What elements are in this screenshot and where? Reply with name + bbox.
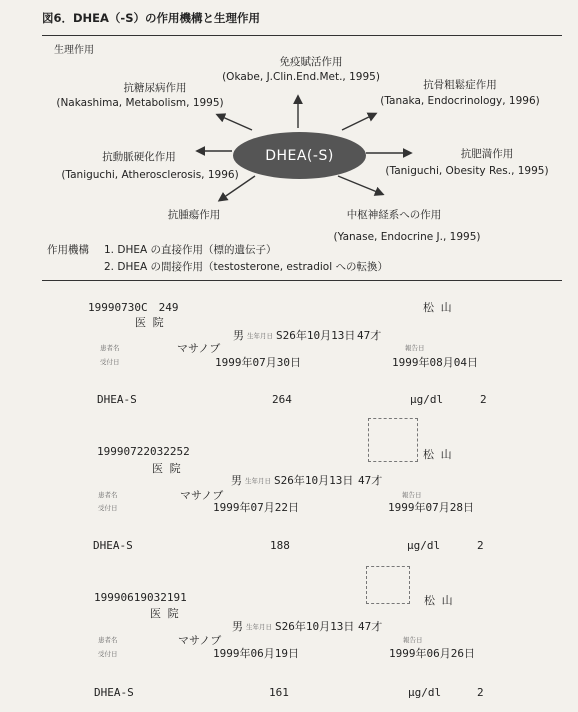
patient-label: 患者名	[100, 344, 120, 352]
birth-date: S26年10月13日	[274, 474, 354, 487]
effect-cns-citation: (Yanase, Endocrine J., 1995)	[333, 231, 481, 243]
patient-name: マサノブ	[178, 634, 222, 647]
hospital-name: 医 院	[152, 462, 181, 475]
hospital-name: 医 院	[135, 316, 164, 329]
effect-antiosteoporosis-label: 抗骨粗鬆症作用	[423, 79, 497, 91]
figure-title: 図6．DHEA（-S）の作用機構と生理作用	[42, 11, 260, 25]
clinic-name: 松 山	[424, 594, 453, 607]
recv-label: 受付日	[98, 650, 118, 658]
clinic-name: 松 山	[423, 301, 452, 314]
sex: 男	[233, 329, 244, 342]
birth-date: S26年10月13日	[275, 620, 355, 633]
dhea-node: DHEA(-S)	[233, 132, 366, 179]
recv-date: 1999年06月19日	[213, 647, 299, 660]
record-id: 19990722032252	[97, 445, 190, 458]
recv-date: 1999年07月22日	[213, 501, 299, 514]
recv-label: 受付日	[98, 504, 118, 512]
test-unit: μg/dl	[408, 686, 442, 699]
report-label: 報告日	[403, 636, 423, 644]
report-date: 1999年06月26日	[389, 647, 475, 660]
record-id: 19990619032191	[94, 591, 187, 604]
test-name: DHEA-S	[93, 539, 133, 552]
test-flag: 2	[480, 393, 487, 406]
effect-immune-citation: (Okabe, J.Clin.End.Met., 1995)	[222, 71, 380, 83]
test-flag: 2	[477, 686, 484, 699]
section-label: 生理作用	[54, 45, 94, 56]
test-name: DHEA-S	[94, 686, 134, 699]
recv-date: 1999年07月30日	[215, 356, 301, 369]
birth-date: S26年10月13日	[276, 329, 356, 342]
report-date: 1999年08月04日	[392, 356, 478, 369]
effect-antitumor-label: 抗腫瘍作用	[167, 209, 221, 221]
patient-name: マサノブ	[180, 489, 224, 502]
age: 47才	[358, 620, 383, 633]
effect-antiatherosclerosis-citation: (Taniguchi, Atherosclerosis, 1996)	[61, 169, 239, 181]
age: 47才	[358, 474, 383, 487]
patient-label: 患者名	[98, 491, 118, 499]
effect-antidiabetic-label: 抗糖尿病作用	[123, 82, 187, 94]
effect-antiosteoporosis-citation: (Tanaka, Endocrinology, 1996)	[380, 95, 540, 107]
test-unit: μg/dl	[407, 539, 441, 552]
test-name: DHEA-S	[97, 393, 137, 406]
effect-antiobesity-citation: (Taniguchi, Obesity Res., 1995)	[385, 165, 549, 177]
mechanism-item-1: 1. DHEA の直接作用（標的遺伝子）	[104, 244, 277, 256]
clinic-name: 松 山	[423, 448, 452, 461]
stamp-mark	[368, 418, 418, 462]
patient-name: マサノブ	[177, 342, 221, 355]
recv-label: 受付日	[100, 358, 120, 366]
record-id: 19990730C 249	[88, 301, 179, 314]
figure-bottom-rule	[42, 280, 562, 281]
arrow-upper-left	[218, 115, 252, 130]
report-date: 1999年07月28日	[388, 501, 474, 514]
patient-label: 患者名	[98, 636, 118, 644]
arrow-lower-right	[338, 176, 382, 194]
effect-antiatherosclerosis-label: 抗動脈硬化作用	[102, 151, 176, 163]
report-label: 報告日	[402, 491, 422, 499]
birth-label: 生年月日	[245, 477, 271, 485]
test-unit: μg/dl	[410, 393, 444, 406]
age: 47才	[357, 329, 382, 342]
test-value: 161	[269, 686, 289, 699]
birth-label: 生年月日	[246, 623, 272, 631]
arrow-upper-right	[342, 114, 375, 130]
hospital-name: 医 院	[150, 607, 179, 620]
stamp-mark	[366, 566, 410, 604]
test-flag: 2	[477, 539, 484, 552]
effect-antiobesity-label: 抗肥満作用	[460, 148, 514, 160]
effect-cns-label: 中枢神経系への作用	[346, 209, 442, 221]
test-value: 188	[270, 539, 290, 552]
effect-antidiabetic-citation: (Nakashima, Metabolism, 1995)	[56, 97, 224, 109]
birth-label: 生年月日	[247, 332, 273, 340]
mechanism-label: 作用機構	[47, 244, 89, 256]
test-value: 264	[272, 393, 292, 406]
sex: 男	[232, 620, 243, 633]
mechanism-item-2: 2. DHEA の間接作用（testosterone, estradiol への転換）	[104, 261, 388, 273]
report-label: 報告日	[405, 344, 425, 352]
sex: 男	[231, 474, 242, 487]
effect-immune-label: 免疫賦活作用	[279, 56, 343, 68]
